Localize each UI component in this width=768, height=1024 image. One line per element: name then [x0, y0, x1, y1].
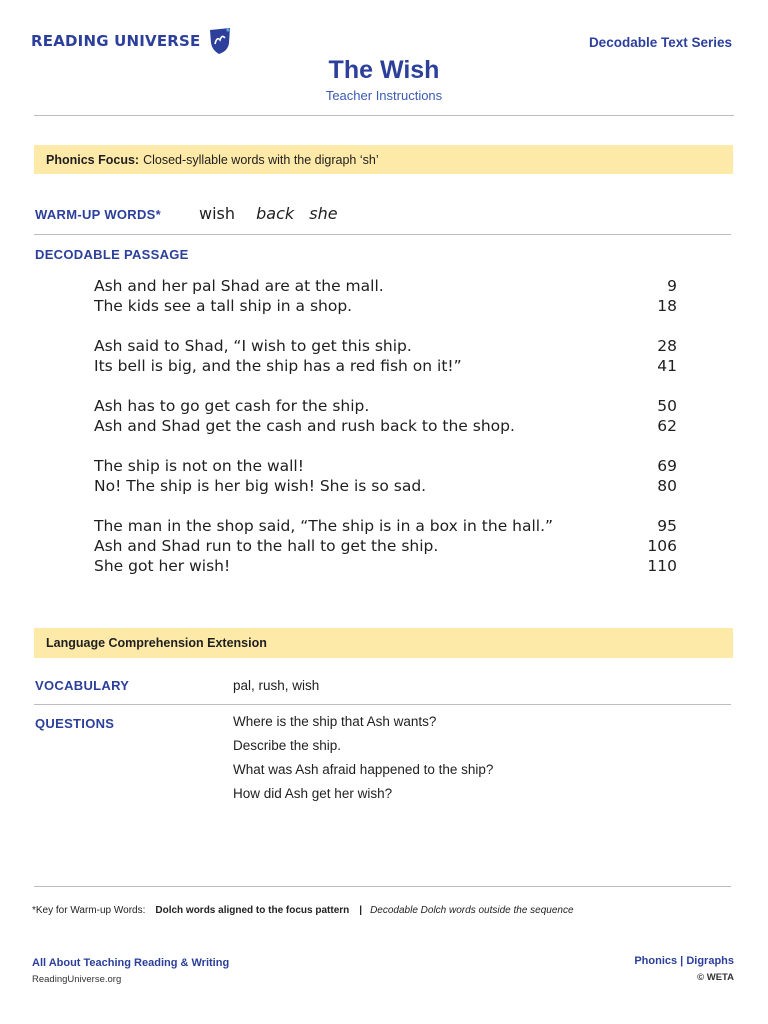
passage-line: [94, 276, 677, 296]
footer-category: Phonics | Digraphs: [634, 955, 734, 967]
phonics-focus-label: Phonics Focus:: [46, 152, 140, 167]
word-count: 106: [647, 537, 677, 555]
line-text: Ash said to Shad, “I wish to get this ship.: [94, 337, 412, 355]
questions-label: QUESTIONS: [35, 716, 115, 731]
passage-line: [94, 556, 677, 576]
phonics-focus-text: Closed-syllable words with the digraph ‘sh’: [143, 152, 379, 167]
line-text: Ash and Shad run to the hall to get the ship.: [94, 537, 439, 555]
word-count: 18: [657, 297, 677, 315]
passage-line: [94, 396, 677, 416]
warmup-words: [199, 204, 338, 223]
question-item: How did Ash get her wish?: [233, 786, 393, 801]
passage-stanza: [94, 516, 677, 576]
passage-stanza: [94, 276, 677, 316]
passage-line: [94, 536, 677, 556]
line-text: Ash and her pal Shad are at the mall.: [94, 277, 384, 295]
question-item: What was Ash afraid happened to the ship?: [233, 762, 494, 777]
passage-line: [94, 296, 677, 316]
word-count: 62: [657, 417, 677, 435]
warmup-label: WARM-UP WORDS*: [35, 207, 162, 222]
footer-divider: [34, 886, 731, 887]
line-text: Ash and Shad get the cash and rush back to the shop.: [94, 417, 515, 435]
word-count: 110: [647, 557, 677, 575]
passage-line: [94, 476, 677, 496]
questions-list: [233, 710, 493, 806]
warmup-word: back: [256, 204, 295, 223]
warmup-word: she: [309, 204, 338, 223]
header-divider: [34, 115, 734, 116]
warmup-key: [32, 905, 574, 916]
word-count: 9: [667, 277, 677, 295]
footer-copyright: © WETA: [697, 972, 734, 983]
vocabulary-words: pal, rush, wish: [233, 678, 320, 693]
series-label: Decodable Text Series: [588, 35, 732, 50]
word-count: 28: [657, 337, 677, 355]
passage-stanza: [94, 396, 677, 436]
passage-line: [94, 356, 677, 376]
word-count: 80: [657, 477, 677, 495]
footer-url: ReadingUniverse.org: [32, 974, 122, 985]
passage-line: [94, 516, 677, 536]
line-text: She got her wish!: [94, 557, 231, 575]
key-dolch-outside: Decodable Dolch words outside the sequence: [370, 905, 574, 916]
passage-stanza: [94, 456, 677, 496]
line-text: The man in the shop said, “The ship is in a box in the hall.”: [94, 517, 554, 535]
footer-title: All About Teaching Reading & Writing: [32, 957, 230, 969]
line-text: Ash has to go get cash for the ship.: [94, 397, 370, 415]
word-count: 95: [657, 517, 677, 535]
extension-label: Language Comprehension Extension: [46, 636, 267, 650]
passage-line: [94, 336, 677, 356]
passage-stanza: [94, 336, 677, 376]
key-label: *Key for Warm-up Words:: [32, 905, 146, 916]
phonics-focus-bar: [34, 145, 733, 174]
key-separator: |: [359, 905, 363, 916]
line-text: The kids see a tall ship in a shop.: [94, 297, 353, 315]
line-text: Its bell is big, and the ship has a red fish on it!”: [94, 357, 462, 375]
word-count: 41: [657, 357, 677, 375]
question-item: Describe the ship.: [233, 738, 342, 753]
vocabulary-label: VOCABULARY: [35, 678, 130, 693]
page-title: The Wish: [328, 56, 440, 84]
passage-line: [94, 456, 677, 476]
vocabulary-divider: [34, 704, 731, 705]
warmup-divider: [34, 234, 731, 235]
logo-text: READING UNIVERSE: [31, 32, 201, 50]
decodable-passage: [94, 276, 677, 596]
line-text: No! The ship is her big wish! She is so sad.: [94, 477, 427, 495]
question-item: Where is the ship that Ash wants?: [233, 714, 437, 729]
passage-line: [94, 416, 677, 436]
word-count: 69: [657, 457, 677, 475]
extension-bar: [34, 628, 733, 658]
aft-shield-logo-icon: [207, 26, 233, 56]
word-count: 50: [657, 397, 677, 415]
reading-universe-logo: [31, 26, 233, 56]
warmup-word: wish: [199, 204, 236, 223]
page-subtitle: Teacher Instructions: [325, 88, 443, 103]
passage-label: DECODABLE PASSAGE: [35, 247, 189, 262]
key-dolch-aligned: Dolch words aligned to the focus pattern: [155, 905, 350, 916]
line-text: The ship is not on the wall!: [94, 457, 304, 475]
